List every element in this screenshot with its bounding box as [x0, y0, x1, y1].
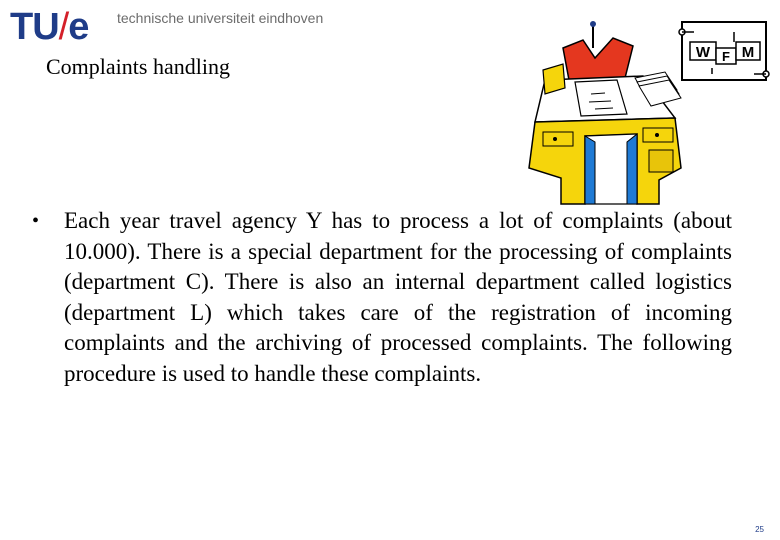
- bullet-item: [32, 206, 732, 389]
- bullet-marker: •: [32, 210, 40, 232]
- logo-e: e: [68, 6, 89, 48]
- slide-title: Complaints handling: [46, 54, 230, 79]
- wfm-letter-f: F: [722, 49, 730, 64]
- tue-logo: [10, 8, 88, 46]
- bullet-list: [32, 206, 732, 389]
- wfm-logo-icon: [676, 18, 772, 86]
- logo-slash: /: [58, 6, 69, 48]
- logo-tu: TU: [10, 6, 59, 48]
- bullet-text: Each year travel agency Y has to process a lot of complaints (about 10.000). There is a special department for the processing of complaints (department C). There is also an internal department called logistics (department L) which takes care of the registration of incoming complaints and the archiving of processed complaints. The following procedure is used to handle these complaints.: [64, 208, 732, 386]
- page-number: 25: [755, 525, 764, 534]
- wfm-letter-m: M: [741, 44, 755, 61]
- desk-clipart-icon: [525, 18, 685, 206]
- university-name: technische universiteit eindhoven: [117, 10, 324, 26]
- wfm-letter-w: W: [695, 44, 711, 61]
